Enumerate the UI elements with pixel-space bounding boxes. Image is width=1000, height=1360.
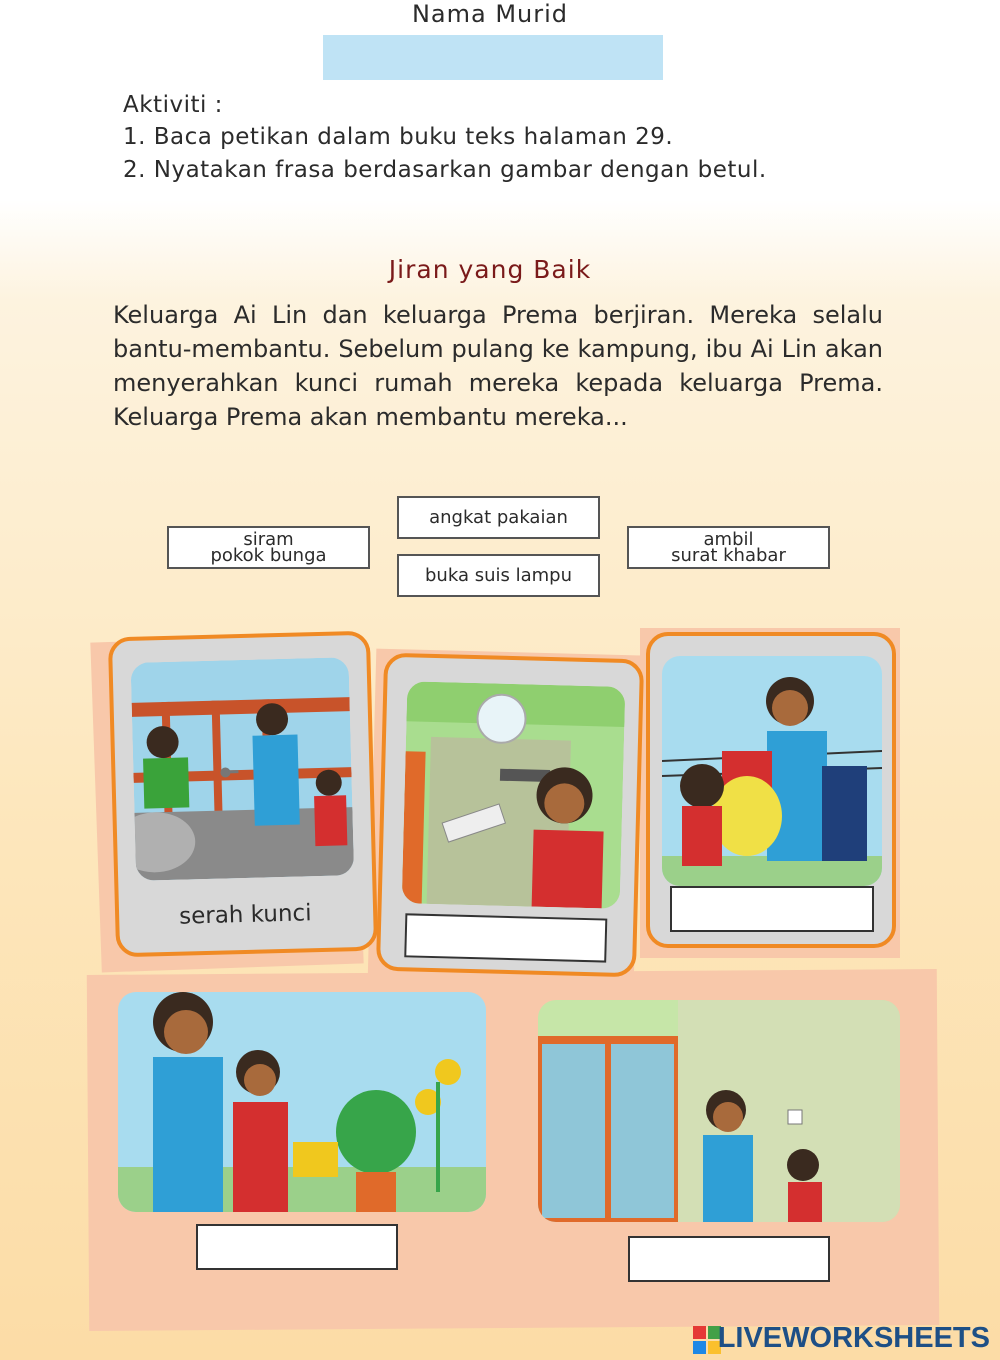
story-line: Keluarga Ai Lin dan keluarga Prema berjiran. Mereka selalu (113, 301, 883, 329)
option-line: angkat pakaian (429, 506, 568, 528)
scene-clothesline (662, 656, 882, 886)
answer-box-1[interactable] (404, 913, 607, 962)
option-line: pokok bunga (210, 544, 327, 566)
picture-card-serah-kunci (108, 631, 378, 958)
liveworksheets-brand[interactable]: LIVEWORKSHEETS (717, 1322, 990, 1354)
light-switch-icon (788, 1110, 802, 1124)
option-siram-pokok-bunga[interactable] (167, 526, 370, 569)
clothesline-illustration (662, 656, 882, 886)
option-buka-suis-lampu[interactable] (397, 554, 600, 597)
picture-card-angkat-pakaian (646, 632, 896, 948)
option-line: surat khabar (671, 544, 786, 566)
student-name-input[interactable] (323, 35, 663, 80)
scene-light-switch (538, 1000, 900, 1222)
scene-watering-plants (118, 992, 486, 1212)
light-switch-illustration (538, 1000, 900, 1222)
option-line: siram (243, 528, 294, 550)
picture-card-surat-khabar (376, 653, 644, 978)
card-caption: serah kunci (178, 900, 312, 930)
answer-box-3[interactable] (196, 1224, 398, 1270)
activity-step-2: 2. Nyatakan frasa berdasarkan gambar dengan betul. (123, 157, 767, 183)
activity-heading: Aktiviti : (123, 92, 223, 118)
story-line: menyerahkan kunci rumah mereka kepada keluarga Prema. (113, 369, 883, 397)
key-handover-illustration (131, 657, 355, 881)
scene-newspaper (402, 681, 626, 909)
option-ambil-surat-khabar[interactable] (627, 526, 830, 569)
student-name-label: Nama Murid (411, 0, 569, 28)
story-title: Jiran yang Baik (388, 255, 592, 284)
answer-box-4[interactable] (628, 1236, 830, 1282)
activity-step-1: 1. Baca petikan dalam buku teks halaman 29. (123, 124, 674, 150)
answer-box-2[interactable] (670, 886, 874, 932)
story-paragraph (113, 298, 883, 434)
story-line: bantu-membantu. Sebelum pulang ke kampung, ibu Ai Lin akan (113, 335, 883, 363)
option-line: buka suis lampu (425, 564, 572, 586)
story-line: Keluarga Prema akan membantu mereka... (113, 403, 628, 431)
option-angkat-pakaian[interactable] (397, 496, 600, 539)
option-line: ambil (703, 528, 754, 550)
newspaper-illustration (402, 681, 626, 909)
scene-handing-key (131, 657, 355, 881)
watering-illustration (118, 992, 486, 1212)
